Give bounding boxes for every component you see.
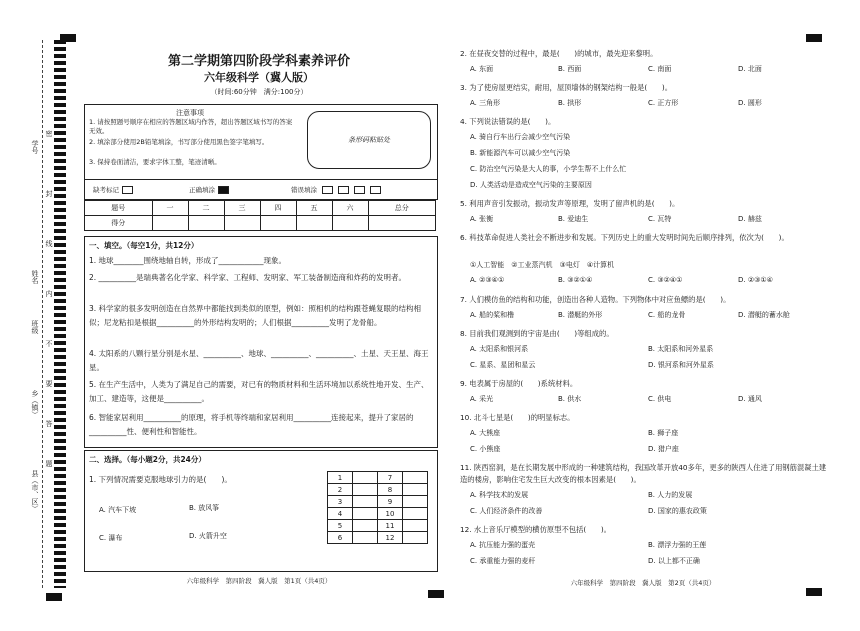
option-b: B. ③②①④ (558, 276, 593, 284)
seal-char: 题 (45, 460, 53, 467)
option-c: C. 船的龙骨 (648, 311, 686, 319)
exam-subtitle: 六年级科学（冀人版） (204, 71, 314, 84)
option-c: C. 瓦特 (648, 215, 672, 223)
score-header-cell: 六 (332, 201, 368, 216)
answer-grid-cell[interactable] (403, 508, 428, 520)
binding-label-county: 县（市、区） (31, 470, 39, 512)
seal-char: 内 (45, 290, 53, 297)
option-b: B. 供水 (558, 395, 582, 403)
section-title: 一、填空。（每空1分，共12分） (89, 241, 199, 250)
answer-grid-number: 1 (328, 472, 353, 484)
score-header-cell: 总分 (368, 201, 436, 216)
option-a: A. 抗压能力强的蛋壳 (470, 541, 536, 549)
option-d: D. 火箭升空 (189, 532, 227, 540)
answer-grid-cell[interactable] (403, 472, 428, 484)
question-item: 4. 太阳系的八颗行星分别是水星、__________、地球、__________、__________、土星、天王星、海王星。 (89, 349, 429, 372)
option-d: D. 北面 (738, 65, 762, 73)
option-c: C. 承重能力强的麦秆 (470, 557, 536, 565)
seal-char: 封 (45, 190, 53, 197)
question-stem: 7. 人们模仿鱼的结构和功能，创造出各种人造物。下列物体中对应鱼鳔的是( )。 (460, 295, 731, 304)
cut-line (42, 40, 43, 588)
score-table (84, 200, 436, 231)
option-b: B. 潜艇的外形 (558, 311, 603, 319)
answer-grid-cell[interactable] (353, 472, 378, 484)
answer-grid-number: 11 (378, 520, 403, 532)
question-stem: 3. 为了使房屋更结实，耐用，屋顶墙体的钢架结构一般是( )。 (460, 83, 672, 92)
binding-stripe (54, 40, 66, 588)
seal-char: 要 (45, 380, 53, 387)
score-cell[interactable] (332, 216, 368, 231)
option-c: C. 人们经济条件的改善 (470, 507, 543, 515)
option-a: A. 汽车下坡 (99, 506, 137, 514)
option-c: C. 防治空气污染是大人的事，小学生帮不上什么忙 (470, 165, 627, 173)
score-header-cell: 四 (260, 201, 296, 216)
notice-title: 注意事项 (176, 109, 204, 117)
option-c: C. 南面 (648, 65, 672, 73)
exam-meta: （时间:60分钟 满分:100分） (210, 88, 308, 96)
absent-checkbox[interactable] (122, 186, 133, 194)
question-item: 3. 科学家的很多发明创造在自然界中都能找到类似的原型，例如：照相机的结构跟苍蝇复眼的结构相似；尼龙粘扣是根据__________的外形结构发明的；人们根据__________发明了龙骨船。 (89, 304, 422, 327)
exam-page-2 (458, 40, 828, 585)
seal-char: 不 (45, 340, 53, 347)
option-d: D. 圆形 (738, 99, 762, 107)
answer-grid-cell[interactable] (403, 532, 428, 544)
score-cell[interactable] (224, 216, 260, 231)
answer-grid-number: 5 (328, 520, 353, 532)
section-choice (84, 450, 438, 572)
wrong-fill-cross-icon (338, 186, 349, 194)
option-b: B. 新能源汽车可以减少空气污染 (470, 149, 571, 157)
option-b: B. 人力的发展 (648, 491, 693, 499)
question-stem: 8. 目前我们观测到的宇宙是由( )等组成的。 (460, 329, 614, 338)
option-d: D. 通风 (738, 395, 762, 403)
answer-grid-cell[interactable] (403, 484, 428, 496)
registration-mark (428, 590, 444, 598)
answer-grid-number: 10 (378, 508, 403, 520)
answer-grid-cell[interactable] (403, 520, 428, 532)
score-header-row (85, 201, 436, 216)
option-d: D. 以上都不正确 (648, 557, 700, 565)
exam-page-1 (78, 40, 440, 585)
binding-strip (0, 0, 62, 631)
option-c: C. 供电 (648, 395, 672, 403)
option-d: D. 猎户座 (648, 445, 679, 453)
score-cell[interactable] (188, 216, 224, 231)
binding-label-class: 班级 (31, 320, 39, 334)
page-footer: 六年级科学 第四阶段 冀人版 第1页（共4页） (186, 577, 332, 585)
answer-grid-number: 4 (328, 508, 353, 520)
question-item: 1. 地球________围绕地轴自转，形成了____________现象。 (89, 256, 287, 265)
score-header-cell: 题号 (85, 201, 153, 216)
option-b: B. 西面 (558, 65, 582, 73)
barcode-area: 条形码粘贴处 (307, 111, 431, 169)
option-a: A. 科学技术的发展 (470, 491, 529, 499)
answer-grid-row (328, 520, 428, 532)
answer-grid-number: 6 (328, 532, 353, 544)
fill-guide-row (85, 179, 437, 199)
question-stem: 2. 在昼夜交替的过程中，最是( )的城市，最先迎来黎明。 (460, 49, 658, 58)
question-stem: 6. 科技革命促进人类社会不断进步和发展。下列历史上的重大发明时间先后顺序排列，依次为( )。 (460, 233, 789, 242)
score-header-cell: 三 (224, 201, 260, 216)
registration-mark (806, 588, 822, 596)
option-a: A. 大熊座 (470, 429, 501, 437)
question-stem: 5. 利用声音引发振动，振动发声等原理，发明了留声机的是( )。 (460, 199, 680, 208)
score-header-cell: 五 (296, 201, 332, 216)
answer-grid-cell[interactable] (353, 532, 378, 544)
exam-title: 第二学期第四阶段学科素养评价 (167, 54, 350, 69)
answer-grid-cell[interactable] (353, 520, 378, 532)
notice-item: 3. 保持卷面清洁，要求字体工整，笔迹清晰。 (89, 158, 221, 166)
correct-fill-label: 正确填涂 (189, 186, 215, 194)
option-b: B. 漂浮力强的王莲 (648, 541, 707, 549)
wrong-fill-partial-icon (370, 186, 381, 194)
notice-box (84, 104, 438, 200)
seal-char: 密 (45, 130, 53, 137)
wrong-fill-check-icon (354, 186, 365, 194)
answer-grid-row (328, 532, 428, 544)
option-a: A. 张衡 (470, 215, 494, 223)
score-cell[interactable] (368, 216, 436, 231)
answer-grid-cell[interactable] (353, 484, 378, 496)
option-a: A. 骑自行车出行会减少空气污染 (470, 133, 571, 141)
score-cell[interactable] (296, 216, 332, 231)
answer-grid-row (328, 484, 428, 496)
answer-grid-row (328, 472, 428, 484)
absent-mark (93, 185, 133, 194)
answer-grid-number: 3 (328, 496, 353, 508)
answer-grid-number: 12 (378, 532, 403, 544)
option-a: A. 船的桨和橹 (470, 311, 515, 319)
option-d: D. ②③①④ (738, 276, 773, 284)
option-b: B. 太阳系和河外星系 (648, 345, 714, 353)
answer-grid-cell[interactable] (403, 496, 428, 508)
question-stem: 11. 陕西窑洞，是在长期发展中形成的一种建筑结构，我国改革开放40多年，更多的陕西人住进了用钢筋混凝土建造的楼房，影响住宅发生巨大改变的根本因素是( )。 (460, 463, 827, 484)
correct-fill (189, 185, 229, 194)
option-d: D. 银河系和河外星系 (648, 361, 714, 369)
filled-box-icon (218, 186, 229, 194)
page-footer: 六年级科学 第四阶段 冀人版 第2页（共4页） (570, 579, 716, 587)
score-cell[interactable] (260, 216, 296, 231)
question-item: 2. __________是瑞典著名化学家、科学家、工程师、发明家、军工装备制造商和炸药的发明者。 (89, 273, 407, 282)
notice-item: 2. 填涂部分使用2B铅笔填涂，书写部分使用黑色签字笔填写。 (89, 138, 269, 146)
score-row-label: 得分 (85, 216, 153, 231)
answer-grid-number: 2 (328, 484, 353, 496)
option-c: C. 正方形 (648, 99, 679, 107)
question-stem: 4. 下列说法错误的是( )。 (460, 117, 556, 126)
option-c: C. ③②④① (648, 276, 683, 284)
question-item: 1. 下列情况需要克服地球引力的是( )。 (89, 475, 232, 484)
answer-grid-number: 7 (378, 472, 403, 484)
score-row (85, 216, 436, 231)
option-c: C. 小熊座 (470, 445, 501, 453)
option-b: B. 爱迪生 (558, 215, 589, 223)
seal-char: 线 (45, 240, 53, 247)
question-stem: 12. 水上音乐厅模型的横仿原型不包括( )。 (460, 525, 611, 534)
option-b: B. 放风筝 (189, 504, 220, 512)
section-fill-in (84, 236, 438, 448)
notice-item: 1. 请按照题号顺序在相应的答题区域内作答，超出答题区域书写的答案无效。 (89, 118, 293, 135)
option-d: D. 国家的惠农政策 (648, 507, 707, 515)
question-extra: ①人工智能 ②工业蒸汽机 ③电灯 ④计算机 (470, 261, 615, 269)
option-b: B. 狮子座 (648, 429, 679, 437)
binding-label-town: 乡（镇） (31, 390, 39, 418)
seal-char: 答 (45, 420, 53, 427)
wrong-fill (291, 185, 381, 194)
binding-label-student-id: 学号 (31, 140, 39, 154)
question-item: 5. 在生产生活中，人类为了满足自己的需要，对已有的物质材料和生活环境加以系统性地开发、生产、加工、建造等，这便是__________。 (89, 380, 429, 403)
answer-grid-cell[interactable] (353, 496, 378, 508)
question-stem: 9. 电表属于房屋的( )系统材料。 (460, 379, 578, 388)
score-header-cell: 二 (188, 201, 224, 216)
wrong-fill-label: 错误填涂 (291, 186, 317, 194)
option-c: C. 瀑布 (99, 534, 123, 542)
answer-grid-row (328, 496, 428, 508)
option-b: B. 拱形 (558, 99, 582, 107)
option-d: D. 人类活动是造成空气污染的主要原因 (470, 181, 592, 189)
option-a: A. 太阳系和银河系 (470, 345, 529, 353)
section-title: 二、选择。（每小题2分，共24分） (89, 455, 206, 464)
option-a: A. ②③④① (470, 276, 505, 284)
answer-grid (327, 471, 428, 544)
option-d: D. 潜艇的蓄水舱 (738, 311, 790, 319)
question-item: 6. 智能家居利用__________的原理，将手机等终端和家居利用__________连接起来，提升了家居的__________性、便利性和智能性。 (89, 413, 414, 436)
score-header-cell: 一 (152, 201, 188, 216)
absent-mark-label: 缺考标记 (93, 186, 119, 194)
binding-label-name: 姓名 (31, 270, 39, 284)
option-c: C. 星系、星团和星云 (470, 361, 536, 369)
answer-grid-number: 9 (378, 496, 403, 508)
answer-grid-cell[interactable] (353, 508, 378, 520)
answer-grid-number: 8 (378, 484, 403, 496)
option-d: D. 赫兹 (738, 215, 762, 223)
option-a: A. 采光 (470, 395, 494, 403)
wrong-fill-circle-icon (322, 186, 333, 194)
question-stem: 10. 北斗七星是( )的明显标志。 (460, 413, 575, 422)
answer-grid-row (328, 508, 428, 520)
score-cell[interactable] (152, 216, 188, 231)
option-a: A. 东面 (470, 65, 494, 73)
option-a: A. 三角形 (470, 99, 501, 107)
